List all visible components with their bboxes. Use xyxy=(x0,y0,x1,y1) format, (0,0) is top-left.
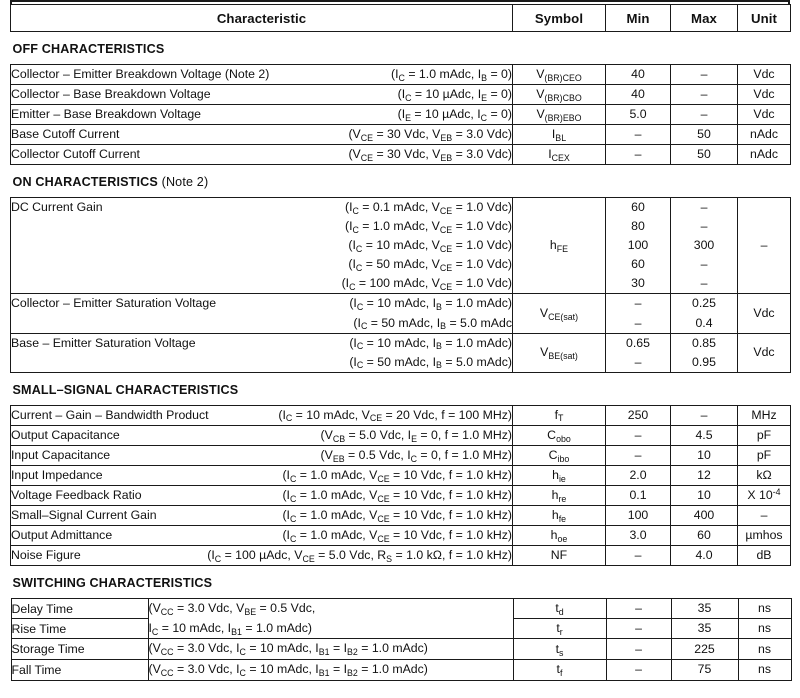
condition-line: ($V_{CE} = 30$ Vdc, $V_{EB} = 3.0$ Vdc) xyxy=(348,127,512,143)
max-value: 35 xyxy=(671,619,738,639)
test-conditions xyxy=(91,546,512,565)
symbol: $C_{ibo}$ xyxy=(513,445,606,465)
condition-line: ($I_C = 50$ mAdc, $I_B = 5.0$ mAdc xyxy=(353,315,512,332)
min-value: 0.1 xyxy=(606,485,671,505)
section-title-text: SWITCHING CHARACTERISTICS xyxy=(12,576,213,591)
table-row xyxy=(11,660,791,681)
max-value: – – 300 – – xyxy=(671,198,738,294)
table-row xyxy=(11,198,791,294)
condition-line: ($I_C = 10$ mAdc, $V_{CE} = 20$ Vdc, f = 100 MHz) xyxy=(278,407,512,424)
section-title-text: OFF CHARACTERISTICS xyxy=(12,42,165,56)
condition-line: ($I_C = 50$ mAdc, $I_B = 5.0$ mAdc) xyxy=(349,354,512,371)
characteristic-name: Storage Time xyxy=(11,639,148,660)
symbol: $I_{CEX}$ xyxy=(513,145,606,165)
th-unit: Unit xyxy=(738,5,791,32)
condition-line: ($I_E = 10$ µAdc, $I_C = 0$) xyxy=(397,107,512,123)
condition-line: ($I_C = 10$ mAdc, $I_B = 1.0$ mAdc) xyxy=(349,335,512,352)
switching-characteristics-table xyxy=(11,598,792,681)
unit: pF xyxy=(738,445,791,465)
characteristic-name: Input Impedance xyxy=(11,467,103,482)
unit: nAdc xyxy=(738,145,791,165)
table-row xyxy=(11,599,791,619)
min-value: – xyxy=(606,425,671,445)
characteristic-name: Delay Time xyxy=(11,599,148,619)
characteristic-name: Base – Emitter Saturation Voltage xyxy=(11,335,196,350)
max-value: 0.85 0.95 xyxy=(671,333,738,372)
condition-line: $I_C = 10$ mAdc, $I_{B1} = 1.0$ mAdc) xyxy=(148,620,312,637)
section-title xyxy=(11,372,791,405)
characteristic-cell xyxy=(11,65,513,85)
min-value: – xyxy=(606,639,671,660)
symbol: $h_{oe}$ xyxy=(513,525,606,545)
unit: Vdc xyxy=(738,294,791,333)
characteristic-cell xyxy=(11,198,513,294)
symbol: $h_{ie}$ xyxy=(513,465,606,485)
test-conditions xyxy=(130,426,512,445)
test-conditions xyxy=(206,334,512,372)
table-row xyxy=(11,405,791,425)
max-value: 4.0 xyxy=(671,545,738,565)
characteristic-name: Output Admittance xyxy=(11,527,113,542)
unit: – xyxy=(738,198,791,294)
unit: pF xyxy=(738,425,791,445)
min-value: 3.0 xyxy=(606,525,671,545)
min-value: – xyxy=(606,125,671,145)
characteristic-cell xyxy=(11,445,513,465)
characteristic-cell xyxy=(11,294,513,333)
th-characteristic: Characteristic xyxy=(11,5,513,32)
min-value: 40 xyxy=(606,65,671,85)
section-title xyxy=(11,566,791,599)
max-value: 50 xyxy=(671,145,738,165)
characteristic-name: Collector – Emitter Breakdown Voltage (Note 2) xyxy=(11,67,270,81)
max-value: – xyxy=(671,105,738,125)
characteristic-name: Noise Figure xyxy=(11,547,81,562)
table-row xyxy=(11,545,791,565)
test-conditions xyxy=(113,198,512,293)
min-value: – xyxy=(606,145,671,165)
section-title xyxy=(11,32,791,65)
section-header-switching xyxy=(11,566,791,599)
test-conditions xyxy=(150,145,512,164)
max-value: 50 xyxy=(671,125,738,145)
table-row xyxy=(11,85,791,105)
table-row xyxy=(11,639,791,660)
max-value: 10 xyxy=(671,485,738,505)
condition-line: ($I_C = 100$ µAdc, $V_{CE} = 5.0$ Vdc, $R_S = 1.0$ kΩ, f = 1.0 kHz) xyxy=(207,547,512,564)
test-conditions xyxy=(148,639,513,660)
symbol: $V_{(BR)CEO}$ xyxy=(513,65,606,85)
characteristic-name: Base Cutoff Current xyxy=(11,127,120,142)
condition-line: ($I_C = 1.0$ mAdc, $V_{CE} = 10$ Vdc, f = 1.0 kHz) xyxy=(282,527,512,544)
test-conditions xyxy=(148,660,513,681)
condition-line: ($I_C = 10$ mAdc, $V_{CE} = 1.0$ Vdc) xyxy=(348,238,512,255)
max-value: 12 xyxy=(671,465,738,485)
condition-line: ($I_C = 0.1$ mAdc, $V_{CE} = 1.0$ Vdc) xyxy=(344,200,512,217)
test-conditions xyxy=(113,466,512,485)
min-value: – xyxy=(606,599,671,619)
section-title-text: ON CHARACTERISTICS xyxy=(12,175,158,190)
min-value: – xyxy=(606,660,671,681)
section-title xyxy=(11,165,791,198)
min-value: 5.0 xyxy=(606,105,671,125)
unit: MHz xyxy=(738,405,791,425)
characteristic-cell xyxy=(11,333,513,372)
characteristic-cell xyxy=(11,405,513,425)
condition-line: ($I_C = 1.0$ mAdc, $I_B = 0$) xyxy=(391,67,512,83)
condition-line: ($I_C = 1.0$ mAdc, $V_{CE} = 10$ Vdc, f = 1.0 kHz) xyxy=(282,487,512,504)
condition-line: ($I_C = 50$ mAdc, $V_{CE} = 1.0$ Vdc) xyxy=(348,257,512,274)
condition-line: ($I_C = 1.0$ mAdc, $V_{CE} = 10$ Vdc, f = 1.0 kHz) xyxy=(282,467,512,484)
max-value: – xyxy=(671,65,738,85)
max-value: 400 xyxy=(671,505,738,525)
unit: – xyxy=(738,505,791,525)
min-value: 250 xyxy=(606,405,671,425)
characteristic-cell xyxy=(11,465,513,485)
symbol: $h_{re}$ xyxy=(513,485,606,505)
condition-line: ($I_C = 10$ µAdc, $I_E = 0$) xyxy=(397,87,512,103)
min-value: – xyxy=(606,619,671,639)
test-conditions xyxy=(120,446,512,465)
characteristic-name: Collector – Emitter Saturation Voltage xyxy=(11,296,217,311)
characteristic-name: Current – Gain – Bandwidth Product xyxy=(11,407,209,422)
max-value: 35 xyxy=(671,599,738,619)
max-value: 225 xyxy=(671,639,738,660)
section-header-small-signal xyxy=(11,372,791,405)
min-value: 0.65 – xyxy=(606,333,671,372)
symbol: $f_T$ xyxy=(513,405,606,425)
section-note: (Note 2) xyxy=(161,175,209,190)
condition-line: ($V_{CC} = 3.0$ Vdc, $V_{BE} = 0.5$ Vdc, xyxy=(148,601,316,617)
switching-block-cell xyxy=(11,598,791,681)
table-row xyxy=(11,294,791,333)
max-value: 0.25 0.4 xyxy=(671,294,738,333)
test-conditions xyxy=(219,406,512,425)
characteristic-cell xyxy=(11,125,513,145)
test-conditions xyxy=(226,294,512,332)
table-row xyxy=(11,445,791,465)
max-value: 60 xyxy=(671,525,738,545)
symbol: $h_{FE}$ xyxy=(513,198,606,294)
unit: dB xyxy=(738,545,791,565)
th-max: Max xyxy=(671,5,738,32)
symbol: $t_s$ xyxy=(513,639,606,660)
characteristic-cell xyxy=(11,485,513,505)
test-conditions xyxy=(211,105,512,124)
symbol: $C_{obo}$ xyxy=(513,425,606,445)
unit: Vdc xyxy=(738,333,791,372)
max-value: – xyxy=(671,85,738,105)
characteristic-cell xyxy=(11,425,513,445)
symbol: $t_f$ xyxy=(513,660,606,681)
unit: µmhos xyxy=(738,525,791,545)
min-value: – xyxy=(606,545,671,565)
max-value: 75 xyxy=(671,660,738,681)
test-conditions xyxy=(122,526,512,545)
min-value: – xyxy=(606,445,671,465)
min-value: 2.0 xyxy=(606,465,671,485)
characteristic-name: Collector – Base Breakdown Voltage xyxy=(11,87,211,102)
th-min: Min xyxy=(606,5,671,32)
max-value: 10 xyxy=(671,445,738,465)
table-row xyxy=(11,333,791,372)
unit: Vdc xyxy=(738,65,791,85)
table-row xyxy=(11,465,791,485)
symbol: $I_{BL}$ xyxy=(513,125,606,145)
table-row xyxy=(11,425,791,445)
characteristic-name: Fall Time xyxy=(11,660,148,681)
characteristic-cell xyxy=(11,145,513,165)
characteristic-name: Small–Signal Current Gain xyxy=(11,507,157,522)
unit: nAdc xyxy=(738,125,791,145)
table-body xyxy=(11,5,791,681)
test-conditions xyxy=(148,599,513,639)
unit: Vdc xyxy=(738,85,791,105)
unit: ns xyxy=(738,599,791,619)
unit: Vdc xyxy=(738,105,791,125)
test-conditions xyxy=(167,506,512,525)
characteristic-cell xyxy=(11,545,513,565)
test-conditions xyxy=(152,486,512,505)
characteristic-cell xyxy=(11,85,513,105)
unit: ns xyxy=(738,619,791,639)
condition-line: ($V_{EB} = 0.5$ Vdc, $I_C = 0$, f = 1.0 MHz) xyxy=(320,447,512,464)
symbol: $V_{(BR)EBO}$ xyxy=(513,105,606,125)
characteristic-name: Output Capacitance xyxy=(11,427,120,442)
condition-line: ($I_C = 10$ mAdc, $I_B = 1.0$ mAdc) xyxy=(349,296,512,313)
test-conditions xyxy=(279,65,512,84)
table-row xyxy=(11,125,791,145)
condition-line: ($I_C = 1.0$ mAdc, $V_{CE} = 10$ Vdc, f = 1.0 kHz) xyxy=(282,507,512,524)
symbol: $h_{fe}$ xyxy=(513,505,606,525)
min-value: – – xyxy=(606,294,671,333)
characteristic-cell xyxy=(11,105,513,125)
table-row xyxy=(11,145,791,165)
unit: ns xyxy=(738,660,791,681)
section-header-on xyxy=(11,165,791,198)
max-value: 4.5 xyxy=(671,425,738,445)
min-value: 40 xyxy=(606,85,671,105)
condition-line: ($I_C = 100$ mAdc, $V_{CE} = 1.0$ Vdc) xyxy=(341,276,512,293)
table-row xyxy=(11,525,791,545)
unit: kΩ xyxy=(738,465,791,485)
characteristic-name: Voltage Feedback Ratio xyxy=(11,487,142,502)
th-symbol: Symbol xyxy=(513,5,606,32)
condition-line: ($V_{CC} = 3.0$ Vdc, $I_C = 10$ mAdc, $I_{B1} = I_{B2} = 1.0$ mAdc) xyxy=(148,662,428,678)
condition-line: ($I_C = 1.0$ mAdc, $V_{CE} = 1.0$ Vdc) xyxy=(344,219,512,236)
section-title-text: SMALL–SIGNAL CHARACTERISTICS xyxy=(12,382,239,397)
test-conditions xyxy=(129,125,512,144)
table-row xyxy=(11,485,791,505)
symbol: $t_r$ xyxy=(513,619,606,639)
symbol: $V_{(BR)CBO}$ xyxy=(513,85,606,105)
unit: X $10^{-4}$ xyxy=(738,485,791,505)
table-row xyxy=(11,105,791,125)
table-row xyxy=(11,505,791,525)
min-value: 100 xyxy=(606,505,671,525)
condition-line: ($V_{CC} = 3.0$ Vdc, $I_C = 10$ mAdc, $I_{B1} = I_{B2} = 1.0$ mAdc) xyxy=(148,641,428,658)
symbol: NF xyxy=(513,545,606,565)
condition-line: ($V_{CE} = 30$ Vdc, $V_{EB} = 3.0$ Vdc) xyxy=(348,147,512,164)
condition-line: ($V_{CB} = 5.0$ Vdc, $I_E = 0$, f = 1.0 MHz) xyxy=(320,427,512,444)
characteristic-name: Rise Time xyxy=(11,619,148,639)
electrical-characteristics-table xyxy=(10,4,791,681)
characteristic-cell xyxy=(11,525,513,545)
section-header-off xyxy=(11,32,791,65)
symbol: $V_{BE(sat)}$ xyxy=(513,333,606,372)
characteristic-name: DC Current Gain xyxy=(11,200,103,215)
characteristic-name: Emitter – Base Breakdown Voltage xyxy=(11,107,202,122)
max-value: – xyxy=(671,405,738,425)
characteristic-cell xyxy=(11,505,513,525)
min-value: 60 80 100 60 30 xyxy=(606,198,671,294)
table-row xyxy=(11,65,791,85)
characteristic-name: Collector Cutoff Current xyxy=(11,147,140,162)
symbol: $t_d$ xyxy=(513,599,606,619)
table-header-row xyxy=(11,5,791,32)
test-conditions xyxy=(221,85,512,104)
characteristic-name: Input Capacitance xyxy=(11,447,111,462)
switching-block-row xyxy=(11,598,791,681)
symbol: $V_{CE(sat)}$ xyxy=(513,294,606,333)
unit: ns xyxy=(738,639,791,660)
